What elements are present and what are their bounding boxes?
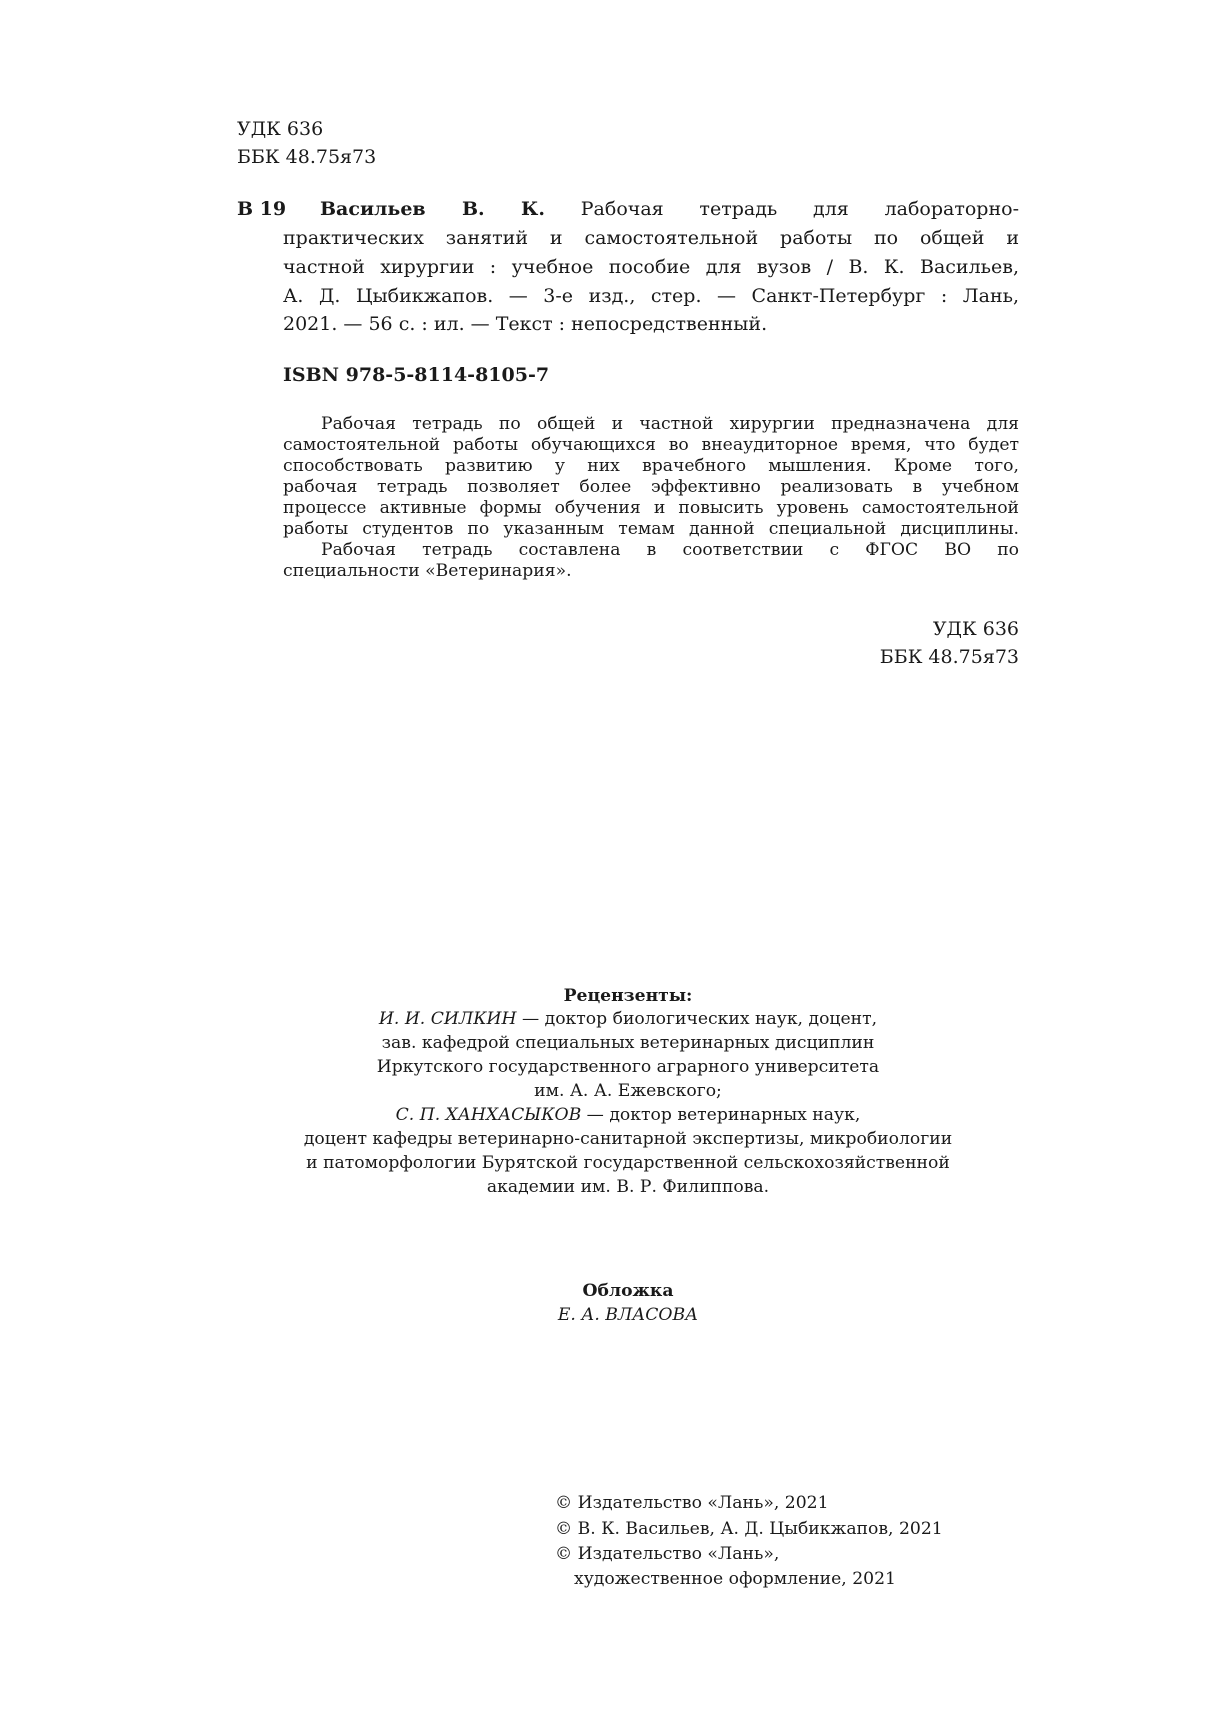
reviewer-1-line-2: зав. кафедрой специальных ветеринарных дисциплин	[381, 1033, 875, 1053]
entry-line-5: 2021. — 56 с. : ил. — Текст : непосредственный.	[283, 313, 768, 335]
reviewer-2-line-2: доцент кафедры ветеринарно-санитарной экспертизы, микробиологии	[303, 1129, 953, 1149]
udk-code: УДК 636	[237, 118, 324, 140]
annotation-line-5: процессе активные формы обучения и повысить уровень самостоятельной	[283, 498, 1019, 518]
copyright-line-2: © В. К. Васильев, А. Д. Цыбикжапов, 2021	[555, 1519, 943, 1539]
entry-line-2: практических занятий и самостоятельной работы по общей и	[283, 227, 1019, 249]
entry-line-1	[320, 198, 1019, 220]
reviewer-2-line-4: академии им. В. Р. Филиппова.	[486, 1177, 770, 1197]
copyright-line-4: художественное оформление, 2021	[574, 1569, 896, 1589]
annotation-line-2: самостоятельной работы обучающихся во внеаудиторное время, что будет	[283, 435, 1019, 455]
bbk-code: ББК 48.75я73	[237, 146, 377, 168]
entry-line-4: А. Д. Цыбикжапов. — 3-е изд., стер. — Санкт-Петербург : Лань,	[283, 285, 1019, 307]
copyright-line-3: © Издательство «Лань»,	[555, 1544, 780, 1564]
isbn: ISBN 978-5-8114-8105-7	[283, 364, 550, 386]
annotation-line-1: Рабочая тетрадь по общей и частной хирургии предназначена для	[321, 414, 1019, 434]
annotation-line-8: специальности «Ветеринария».	[283, 561, 572, 581]
entry-author: Васильев В. К.	[320, 198, 545, 220]
reviewer-2-line-1	[237, 1104, 1019, 1126]
udk-code-right: УДК 636	[932, 618, 1019, 640]
reviewer-1-title: — доктор биологических наук, доцент,	[516, 1009, 878, 1029]
reviewer-2-line-3: и патоморфологии Бурятской государственной сельскохозяйственной	[306, 1153, 950, 1173]
reviewer-1-line-4: им. А. А. Ежевского;	[534, 1081, 722, 1101]
annotation-line-7: Рабочая тетрадь составлена в соответствии с ФГОС ВО по	[321, 540, 1019, 560]
author-mark: В 19	[237, 198, 287, 220]
reviewer-1-line-1	[237, 1008, 1019, 1030]
annotation-line-3: способствовать развитию у них врачебного мышления. Кроме того,	[283, 456, 1019, 476]
reviewer-2-title: — доктор ветеринарных наук,	[581, 1105, 861, 1125]
bbk-code-right: ББК 48.75я73	[879, 646, 1019, 668]
cover-heading: Обложка	[582, 1281, 674, 1301]
entry-line-3: частной хирургии : учебное пособие для вузов / В. К. Васильев,	[283, 256, 1019, 278]
entry-title-start: Рабочая тетрадь для лабораторно-	[580, 198, 1019, 220]
annotation-line-6: работы студентов по указанным темам данной специальной дисциплины.	[283, 519, 1019, 539]
cover-designer: Е. А. ВЛАСОВА	[557, 1305, 699, 1325]
annotation-line-4: рабочая тетрадь позволяет более эффективно реализовать в учебном	[283, 477, 1019, 497]
reviewer-2-name: С. П. ХАНХАСЫКОВ	[395, 1105, 582, 1125]
copyright-line-1: © Издательство «Лань», 2021	[555, 1493, 829, 1513]
reviewers-heading: Рецензенты:	[563, 986, 693, 1006]
reviewer-1-line-3: Иркутского государственного аграрного университета	[376, 1057, 880, 1077]
reviewer-1-name: И. И. СИЛКИН	[378, 1009, 517, 1029]
